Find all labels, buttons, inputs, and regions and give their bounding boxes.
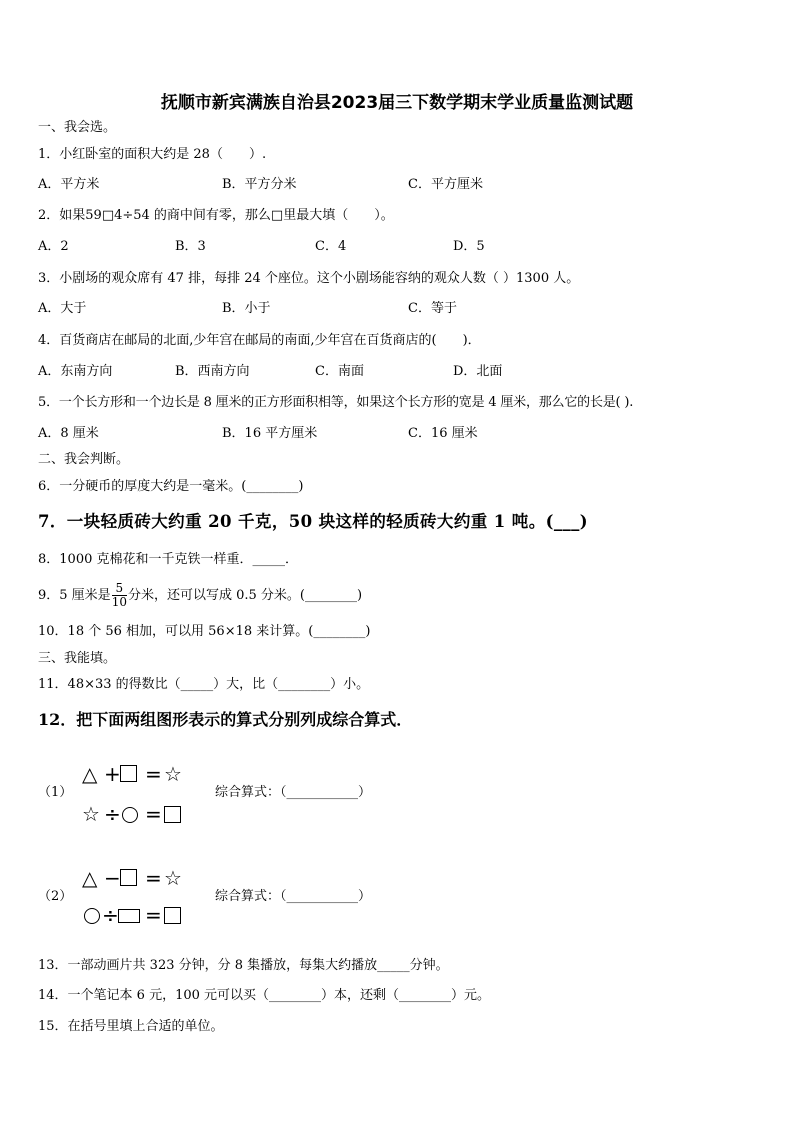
rectangle-icon xyxy=(118,909,140,923)
question-13: 13．一部动画片共 323 分钟，分 8 集播放，每集大约播放_____分钟。 xyxy=(38,958,449,973)
plus-sign: + xyxy=(104,762,121,786)
q12-group-2-formula: 综合算式：（___________） xyxy=(215,889,372,904)
q1-option-b: B．平方分米 xyxy=(222,177,297,192)
q9-fraction xyxy=(112,582,127,609)
q3-option-b: B．小于 xyxy=(222,301,271,316)
question-10: 10．18 个 56 相加，可以用 56×18 来计算。(________) xyxy=(38,624,371,639)
section-heading-fill: 三、我能填。 xyxy=(38,651,117,666)
q1-option-c: C．平方厘米 xyxy=(408,177,483,192)
page-title: 抚顺市新宾满族自治县2023届三下数学期末学业质量监测试题 xyxy=(160,93,634,113)
triangle-icon: △ xyxy=(82,762,98,786)
equals-sign: = xyxy=(145,802,162,826)
question-2: 2．如果59□4÷54 的商中间有零，那么□里最大填（ ）。 xyxy=(38,208,394,223)
q1-option-a: A．平方米 xyxy=(38,177,100,192)
q3-option-a: A．大于 xyxy=(38,301,87,316)
question-11: 11．48×33 的得数比（_____）大，比（________）小。 xyxy=(38,677,370,692)
triangle-icon: △ xyxy=(82,866,98,890)
q9-text-before: 9．5 厘米是 xyxy=(38,588,111,603)
question-4: 4．百货商店在邮局的北面,少年宫在邮局的南面,少年宫在百货商店的( )． xyxy=(38,333,481,348)
equals-sign: = xyxy=(145,903,162,927)
star-icon: ☆ xyxy=(164,866,182,890)
divide-sign: ÷ xyxy=(104,802,121,826)
divide-sign: ÷ xyxy=(102,903,119,927)
question-1: 1．小红卧室的面积大约是 28（ ）. xyxy=(38,147,267,162)
question-3: 3．小剧场的观众席有 47 排，每排 24 个座位。这个小剧场能容纳的观众人数（ ）1300 人。 xyxy=(38,271,580,286)
question-8: 8．1000 克棉花和一千克铁一样重．_____． xyxy=(38,552,298,567)
square-icon xyxy=(164,806,181,823)
q2-option-c: C．4 xyxy=(315,239,347,254)
q5-option-b: B．16 平方厘米 xyxy=(222,426,318,441)
circle-icon xyxy=(122,807,138,823)
q9-fraction-numerator: 5 xyxy=(112,582,127,596)
q9-fraction-denominator: 10 xyxy=(111,595,127,609)
q12-group-2-equation-1 xyxy=(82,866,192,890)
q2-option-b: B．3 xyxy=(175,239,206,254)
q9-text-after: 分米，还可以写成 0.5 分米。(________) xyxy=(127,588,363,603)
question-14: 14．一个笔记本 6 元，100 元可以买（________）本，还剩（________）元。 xyxy=(38,988,491,1003)
square-icon xyxy=(120,869,137,886)
circle-icon xyxy=(84,908,100,924)
section-heading-judge: 二、我会判断。 xyxy=(38,452,130,467)
question-15: 15．在括号里填上合适的单位。 xyxy=(38,1019,224,1034)
q12-group-1-equation-1 xyxy=(82,762,192,786)
q2-option-a: A．2 xyxy=(38,239,69,254)
q12-group-2-label: （2） xyxy=(38,889,73,904)
equals-sign: = xyxy=(145,866,162,890)
question-7: 7．一块轻质砖大约重 20 千克，50 块这样的轻质砖大约重 1 吨。(___) xyxy=(38,512,588,531)
q5-option-a: A．8 厘米 xyxy=(38,426,99,441)
q5-option-c: C．16 厘米 xyxy=(408,426,478,441)
q12-group-1-label: （1） xyxy=(38,785,73,800)
minus-sign: − xyxy=(104,866,121,890)
equals-sign: = xyxy=(145,762,162,786)
question-9 xyxy=(38,578,362,614)
q4-option-a: A．东南方向 xyxy=(38,364,113,379)
q12-group-1-equation-2 xyxy=(82,802,192,826)
square-icon xyxy=(120,765,137,782)
q4-option-c: C．南面 xyxy=(315,364,364,379)
star-icon: ☆ xyxy=(82,802,100,826)
q2-option-d: D．5 xyxy=(453,239,485,254)
section-heading-choose: 一、我会选。 xyxy=(38,120,117,135)
question-12: 12．把下面两组图形表示的算式分别列成综合算式． xyxy=(38,710,413,729)
star-icon: ☆ xyxy=(164,762,182,786)
question-5: 5．一个长方形和一个边长是 8 厘米的正方形面积相等，如果这个长方形的宽是 4 厘米，那么它的长是( ). xyxy=(38,395,634,410)
q3-option-c: C．等于 xyxy=(408,301,457,316)
square-icon xyxy=(164,907,181,924)
q12-group-1-formula: 综合算式：（___________） xyxy=(215,785,372,800)
q4-option-d: D．北面 xyxy=(453,364,503,379)
q4-option-b: B．西南方向 xyxy=(175,364,250,379)
question-6: 6．一分硬币的厚度大约是一毫米。(________) xyxy=(38,479,304,494)
q12-group-2-equation-2 xyxy=(82,903,192,927)
